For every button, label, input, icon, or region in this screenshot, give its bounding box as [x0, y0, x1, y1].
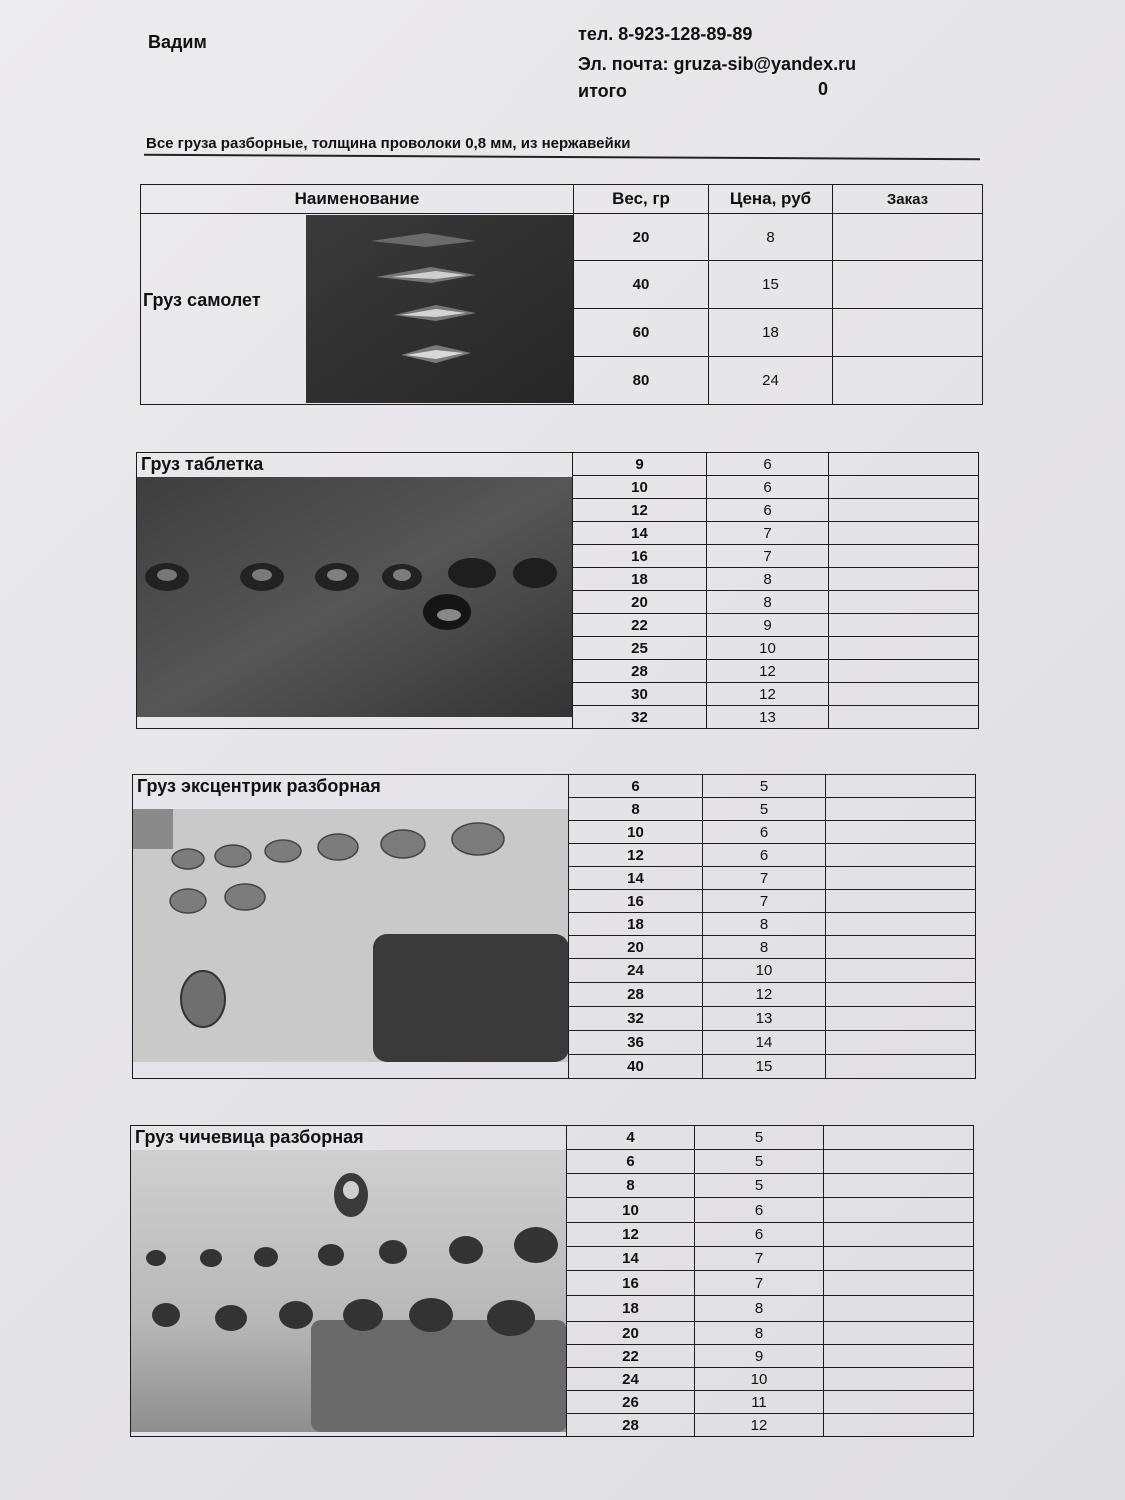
order-input-cell[interactable]: [829, 683, 979, 706]
weight-cell: 18: [569, 913, 703, 936]
order-input-cell[interactable]: [826, 821, 976, 844]
order-input-cell[interactable]: [824, 1126, 974, 1150]
column-header-weight: Вес, гр: [574, 185, 709, 214]
weight-cell: 16: [567, 1271, 695, 1296]
product-title: Груз таблетка: [141, 454, 264, 474]
weight-cell: 26: [567, 1391, 695, 1414]
price-cell: 9: [695, 1345, 824, 1368]
weight-cell: 8: [567, 1174, 695, 1198]
order-input-cell[interactable]: [833, 214, 983, 261]
column-header-price: Цена, руб: [709, 185, 833, 214]
weight-cell: 10: [567, 1198, 695, 1223]
price-cell: 13: [707, 706, 829, 729]
price-cell: 7: [703, 867, 826, 890]
order-input-cell[interactable]: [826, 890, 976, 913]
email-address: Эл. почта: gruza-sib@yandex.ru: [578, 54, 857, 74]
order-input-cell[interactable]: [829, 568, 979, 591]
weight-cell: 20: [574, 214, 709, 261]
price-cell: 12: [703, 983, 826, 1007]
order-input-cell[interactable]: [826, 1007, 976, 1031]
product-title: Груз самолет: [143, 290, 261, 310]
order-input-cell[interactable]: [829, 545, 979, 568]
product-title: Груз эксцентрик разборная: [137, 776, 381, 796]
weight-cell: 24: [569, 959, 703, 983]
order-input-cell[interactable]: [826, 1055, 976, 1079]
price-cell: 10: [695, 1368, 824, 1391]
price-cell: 7: [703, 890, 826, 913]
price-table-ekscentrik: [132, 774, 976, 1079]
weight-cell: 28: [569, 983, 703, 1007]
weight-cell: 10: [569, 821, 703, 844]
weight-cell: 20: [573, 591, 707, 614]
price-cell: 8: [703, 936, 826, 959]
weight-cell: 6: [569, 775, 703, 798]
order-input-cell[interactable]: [829, 660, 979, 683]
price-cell: 12: [707, 683, 829, 706]
order-input-cell[interactable]: [824, 1223, 974, 1247]
product-cell-chichevica: [131, 1126, 567, 1437]
phone-number: тел. 8-923-128-89-89: [578, 24, 753, 44]
order-input-cell[interactable]: [829, 614, 979, 637]
order-input-cell[interactable]: [833, 357, 983, 405]
product-photo-chichevica: [131, 1150, 567, 1432]
price-cell: 7: [695, 1271, 824, 1296]
weight-cell: 32: [573, 706, 707, 729]
weight-cell: 18: [567, 1296, 695, 1322]
note-underline: [144, 154, 980, 160]
order-input-cell[interactable]: [824, 1391, 974, 1414]
weight-cell: 24: [567, 1368, 695, 1391]
weight-cell: 12: [567, 1223, 695, 1247]
order-input-cell[interactable]: [824, 1150, 974, 1174]
order-input-cell[interactable]: [824, 1414, 974, 1437]
weight-cell: 20: [569, 936, 703, 959]
price-cell: 6: [703, 821, 826, 844]
price-cell: 8: [703, 913, 826, 936]
price-cell: 9: [707, 614, 829, 637]
product-photo-ekscentrik: [133, 809, 569, 1062]
weight-cell: 80: [574, 357, 709, 405]
total-value: 0: [818, 79, 829, 99]
weight-cell: 40: [569, 1055, 703, 1079]
weight-cell: 40: [574, 261, 709, 309]
price-cell: 15: [709, 261, 833, 309]
order-input-cell[interactable]: [833, 309, 983, 357]
weight-cell: 28: [567, 1414, 695, 1437]
price-cell: 5: [695, 1150, 824, 1174]
order-input-cell[interactable]: [829, 706, 979, 729]
order-input-cell[interactable]: [824, 1368, 974, 1391]
price-cell: 11: [695, 1391, 824, 1414]
price-cell: 10: [707, 637, 829, 660]
product-cell-ekscentrik: [133, 775, 569, 1079]
column-header-order: Заказ: [833, 185, 983, 214]
weight-cell: 12: [569, 844, 703, 867]
weight-cell: 14: [567, 1247, 695, 1271]
order-input-cell[interactable]: [833, 261, 983, 309]
order-input-cell[interactable]: [826, 775, 976, 798]
price-cell: 5: [695, 1174, 824, 1198]
order-input-cell[interactable]: [829, 637, 979, 660]
order-input-cell[interactable]: [824, 1345, 974, 1368]
weight-cell: 9: [573, 453, 707, 476]
price-cell: 8: [695, 1296, 824, 1322]
order-input-cell[interactable]: [824, 1271, 974, 1296]
order-input-cell[interactable]: [826, 844, 976, 867]
total-label: итого: [578, 81, 627, 101]
product-cell-tabletka: [137, 453, 573, 729]
price-cell: 8: [709, 214, 833, 261]
price-cell: 12: [707, 660, 829, 683]
price-cell: 8: [707, 591, 829, 614]
price-table-samolet: [140, 184, 983, 405]
weight-cell: 60: [574, 309, 709, 357]
weight-cell: 6: [567, 1150, 695, 1174]
order-input-cell[interactable]: [824, 1198, 974, 1223]
price-cell: 5: [703, 775, 826, 798]
price-cell: 10: [703, 959, 826, 983]
weight-cell: 8: [569, 798, 703, 821]
weight-cell: 30: [573, 683, 707, 706]
order-input-cell[interactable]: [826, 959, 976, 983]
price-cell: 7: [707, 522, 829, 545]
price-cell: 6: [695, 1223, 824, 1247]
price-cell: 6: [695, 1198, 824, 1223]
weight-cell: 14: [573, 522, 707, 545]
product-photo-samolet: [306, 215, 573, 403]
weight-cell: 18: [573, 568, 707, 591]
order-input-cell[interactable]: [826, 983, 976, 1007]
product-photo-tabletka: [137, 477, 573, 717]
price-cell: 7: [707, 545, 829, 568]
weight-cell: 12: [573, 499, 707, 522]
order-input-cell[interactable]: [824, 1174, 974, 1198]
price-cell: 13: [703, 1007, 826, 1031]
order-input-cell[interactable]: [826, 798, 976, 821]
order-input-cell[interactable]: [829, 476, 979, 499]
price-cell: 18: [709, 309, 833, 357]
weight-cell: 20: [567, 1322, 695, 1345]
weight-cell: 22: [567, 1345, 695, 1368]
weight-cell: 36: [569, 1031, 703, 1055]
weight-cell: 10: [573, 476, 707, 499]
weight-cell: 32: [569, 1007, 703, 1031]
weight-cell: 28: [573, 660, 707, 683]
order-input-cell[interactable]: [824, 1296, 974, 1322]
seller-name: Вадим: [148, 32, 207, 52]
price-cell: 7: [695, 1247, 824, 1271]
weight-cell: 22: [573, 614, 707, 637]
weight-cell: 14: [569, 867, 703, 890]
price-cell: 24: [709, 357, 833, 405]
price-cell: 8: [695, 1322, 824, 1345]
order-input-cell[interactable]: [829, 453, 979, 476]
price-cell: 6: [703, 844, 826, 867]
price-cell: 12: [695, 1414, 824, 1437]
product-note: Все груза разборные, толщина проволоки 0,8 мм, из нержавейки: [146, 135, 631, 152]
weight-cell: 4: [567, 1126, 695, 1150]
column-header-name: Наименование: [141, 185, 574, 214]
price-cell: 5: [703, 798, 826, 821]
order-input-cell[interactable]: [824, 1247, 974, 1271]
price-cell: 6: [707, 476, 829, 499]
weight-cell: 16: [569, 890, 703, 913]
price-cell: 6: [707, 499, 829, 522]
order-input-cell[interactable]: [824, 1322, 974, 1345]
order-input-cell[interactable]: [829, 591, 979, 614]
weight-cell: 25: [573, 637, 707, 660]
price-table-tabletka: [136, 452, 979, 729]
weight-cell: 16: [573, 545, 707, 568]
order-input-cell[interactable]: [826, 867, 976, 890]
product-title: Груз чичевица разборная: [135, 1127, 364, 1147]
price-cell: 8: [707, 568, 829, 591]
price-table-chichevica: [130, 1125, 974, 1437]
price-cell: 6: [707, 453, 829, 476]
order-input-cell[interactable]: [829, 499, 979, 522]
price-cell: 15: [703, 1055, 826, 1079]
order-input-cell[interactable]: [826, 913, 976, 936]
price-cell: 14: [703, 1031, 826, 1055]
product-cell-samolet: [141, 214, 574, 405]
order-input-cell[interactable]: [829, 522, 979, 545]
order-input-cell[interactable]: [826, 936, 976, 959]
price-cell: 5: [695, 1126, 824, 1150]
order-input-cell[interactable]: [826, 1031, 976, 1055]
